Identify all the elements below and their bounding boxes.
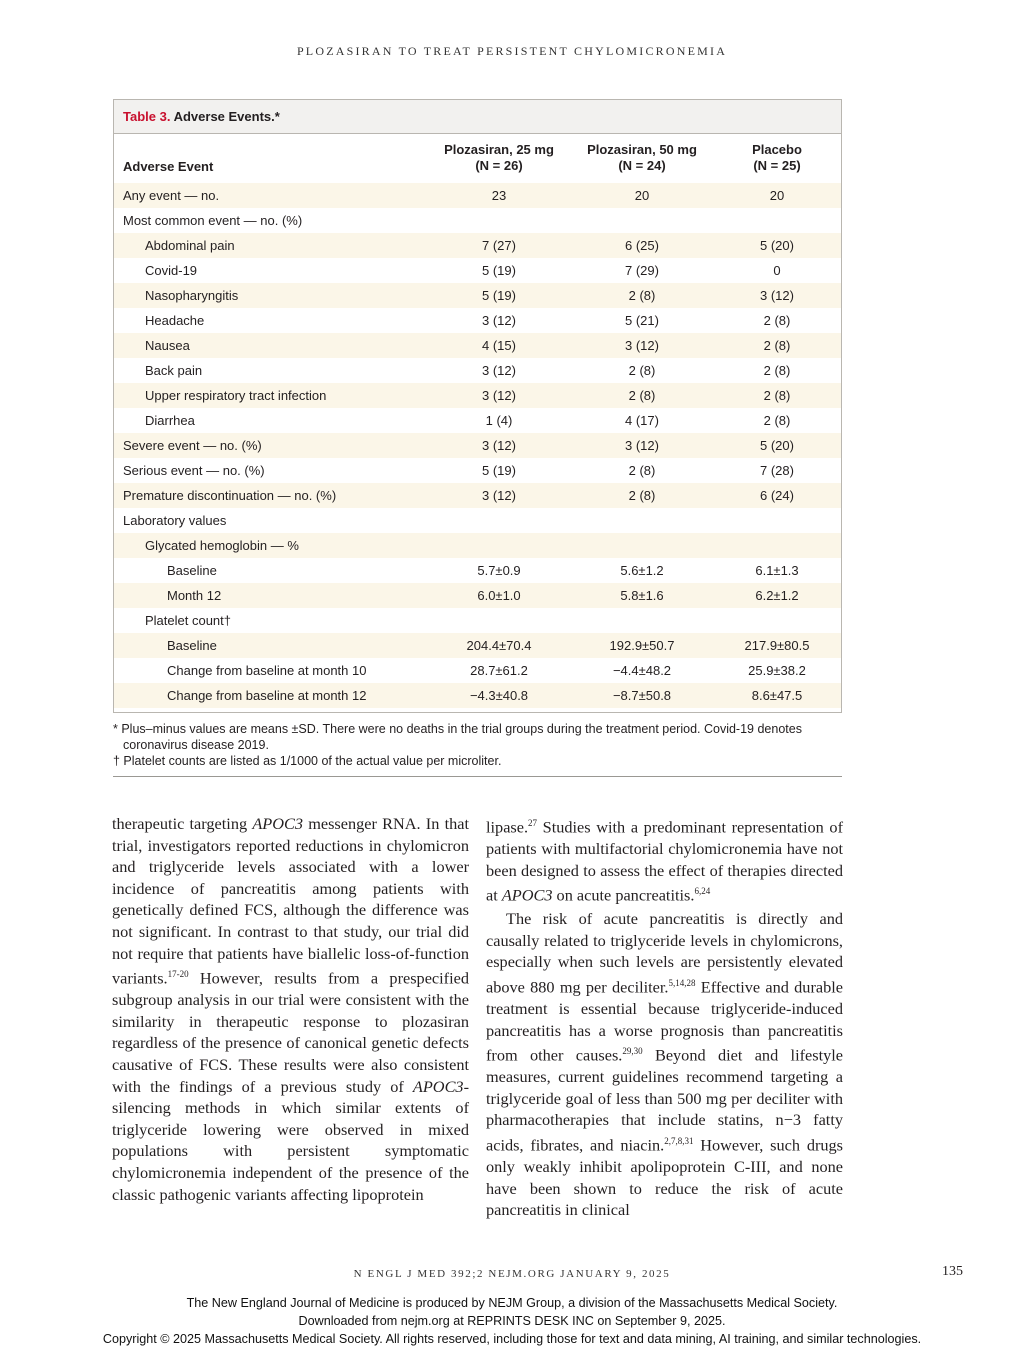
table-body [114,183,841,708]
table-header [114,134,841,183]
table-row [114,658,841,683]
body-column-left [112,813,469,1205]
table-row [114,333,841,358]
row-label: Abdominal pain [145,238,235,253]
cell-plozasiran-50: 4 (17) [625,413,659,428]
row-label: Glycated hemoglobin — % [145,538,299,553]
body-column-right [486,813,843,1221]
cell-plozasiran-50: 2 (8) [628,363,656,378]
journal-folio: N ENGL J MED 392;2 NEJM.ORG JANUARY 9, 2025 [353,1268,671,1280]
adverse-events-table [113,99,842,713]
header-col2-name: Plozasiran, 50 mg [587,142,697,157]
table-row [114,358,841,383]
table-row [114,433,841,458]
cell-placebo: 20 [769,188,785,203]
cell-plozasiran-25: −4.3±40.8 [469,688,529,703]
gene-name: APOC3 [252,814,303,833]
table-row [114,633,841,658]
table-row [114,583,841,608]
footnote-asterisk: * Plus–minus values are means ±SD. There were no deaths in the trial groups during the treatment period. Covid-19 denotes coronavirus disease 2019. [113,722,802,752]
row-label: Premature discontinuation — no. (%) [123,488,337,503]
table-footnotes [113,721,842,769]
row-label: Serious event — no. (%) [123,463,265,478]
legal-notice-producer: The New England Journal of Medicine is produced by NEJM Group, a division of the Massachusetts Medical Society. [186,1296,838,1310]
text-run: therapeutic targeting [112,814,253,833]
cell-plozasiran-25: 5 (19) [482,288,516,303]
row-label: Change from baseline at month 10 [167,663,367,678]
row-label: Change from baseline at month 12 [167,688,367,703]
cell-placebo: 5 (20) [760,238,794,253]
text-run: lipase. [486,817,529,837]
table-row [114,308,841,333]
row-label: Covid-19 [145,263,198,278]
text-run: -silencing methods in which similar extents of triglyceride lowering were observed in mixed populations with persistent symptomatic chylomicronemia independent of the presence of the classic pathogenic variants affecting lipoprotein [112,1076,469,1204]
row-label: Nasopharyngitis [145,288,239,303]
cell-plozasiran-50: 7 (29) [625,263,659,278]
row-label: Nausea [145,338,190,353]
cell-plozasiran-25: 1 (4) [485,413,513,428]
table-row [114,483,841,508]
table-row [114,183,841,208]
cell-plozasiran-25: 5 (19) [482,463,516,478]
cell-placebo: 6.2±1.2 [755,588,799,603]
cell-plozasiran-50: 5.8±1.6 [620,588,664,603]
header-col2-n: (N = 24) [618,158,666,173]
text-run: Studies with a predominant representation of patients with multifactorial chylomicronemia have not been designed to assess the effect of therapies directed at [486,817,843,905]
citation: 5,14,28 [668,978,696,988]
table-row [114,233,841,258]
cell-placebo: 8.6±47.5 [751,688,803,703]
citation: 27 [528,818,538,828]
text-run: on acute pancreatitis. [552,885,695,905]
footnote-dagger: † Platelet counts are listed as 1/1000 of the actual value per microliter. [113,754,502,768]
table-row [114,408,841,433]
header-placebo [702,142,852,174]
row-label: Platelet count† [145,613,232,628]
legal-notice-download: Downloaded from nejm.org at REPRINTS DESK INC on September 9, 2025. [298,1314,726,1328]
cell-plozasiran-25: 6.0±1.0 [477,588,521,603]
cell-plozasiran-25: 4 (15) [482,338,516,353]
cell-plozasiran-50: 2 (8) [628,488,656,503]
footnote-divider [113,776,842,777]
text-run: However, results from a prespecified subgroup analysis in our trial were consistent with the similarity in therapeutic response to plozasiran regardless of the presence of canonical genetic defects causative of FCS. These results were also consistent with the findings of a previous study of [112,968,469,1096]
cell-plozasiran-25: 28.7±61.2 [470,663,528,678]
running-head: PLOZASIRAN TO TREAT PERSISTENT CHYLOMICRONEMIA [296,44,728,58]
cell-plozasiran-50: 2 (8) [628,388,656,403]
header-plozasiran-25 [424,142,574,174]
table-row [114,283,841,308]
table-row [114,258,841,283]
cell-plozasiran-50: 3 (12) [625,338,659,353]
cell-plozasiran-25: 5 (19) [482,263,516,278]
cell-plozasiran-25: 3 (12) [482,388,516,403]
paragraph [486,908,843,1221]
cell-placebo: 6 (24) [760,488,794,503]
row-label: Severe event — no. (%) [123,438,262,453]
cell-plozasiran-50: −4.4±48.2 [612,663,672,678]
cell-placebo: 7 (28) [760,463,794,478]
header-col3-name: Placebo [752,142,802,157]
cell-plozasiran-50: 5 (21) [625,313,659,328]
header-plozasiran-50 [567,142,717,174]
table-row [114,533,841,558]
header-col3-n: (N = 25) [753,158,801,173]
table-row [114,683,841,708]
table-caption: Adverse Events.* [173,109,280,124]
table-row [114,508,841,533]
page-number: 135 [942,1264,963,1279]
gene-name: APOC3 [501,885,553,905]
gene-name: APOC3 [412,1076,464,1096]
cell-plozasiran-25: 23 [491,188,507,203]
cell-plozasiran-50: 192.9±50.7 [609,638,675,653]
cell-placebo: 3 (12) [760,288,794,303]
text-run: messenger RNA. In that trial, investigators reported reductions in chylomicron and triglyceride levels associated with a lower incidence of pancreatitis among patients with genetically defined FCS, although the difference was not significant. In contrast to that study, our trial did not require that patients have biallelic loss-of-function variants. [112,814,469,988]
table-row [114,608,841,633]
cell-placebo: 2 (8) [763,363,791,378]
cell-placebo: 2 (8) [763,388,791,403]
row-label: Diarrhea [145,413,195,428]
paragraph [486,813,843,906]
citation: 2,7,8,31 [664,1136,694,1146]
header-adverse-event: Adverse Event [123,159,214,174]
cell-plozasiran-25: 3 (12) [482,363,516,378]
cell-placebo: 217.9±80.5 [744,638,810,653]
cell-plozasiran-50: 20 [634,188,650,203]
row-label: Upper respiratory tract infection [145,388,327,403]
header-col1-n: (N = 26) [475,158,523,173]
cell-plozasiran-50: 2 (8) [628,463,656,478]
cell-plozasiran-50: 3 (12) [625,438,659,453]
text-run: The risk of acute pancreatitis is directly and causally related to triglyceride levels in chylomicrons, especially when such levels are persistently elevated above 880 mg per deciliter. [486,909,843,997]
row-label: Baseline [167,563,217,578]
cell-plozasiran-25: 3 (12) [482,488,516,503]
row-label: Headache [145,313,205,328]
table-row [114,558,841,583]
cell-plozasiran-50: 2 (8) [628,288,656,303]
text-run: Effective and durable treatment is essential because triglyceride-induced pancreatitis has a worse prognosis than pancreatitis from other causes. [486,977,843,1065]
cell-plozasiran-25: 3 (12) [482,313,516,328]
row-label: Most common event — no. (%) [123,213,303,228]
cell-plozasiran-50: −8.7±50.8 [612,688,672,703]
table-row [114,383,841,408]
table-row [114,208,841,233]
cell-placebo: 2 (8) [763,313,791,328]
cell-plozasiran-25: 5.7±0.9 [477,563,521,578]
table-title [114,100,841,134]
cell-placebo: 6.1±1.3 [755,563,799,578]
cell-placebo: 2 (8) [763,338,791,353]
cell-placebo: 2 (8) [763,413,791,428]
citation: 29,30 [622,1046,643,1057]
row-label: Any event — no. [123,188,220,203]
header-col1-name: Plozasiran, 25 mg [444,142,554,157]
cell-placebo: 0 [773,263,781,278]
citation: 17-20 [167,969,189,980]
text-run: However, such drugs only weakly inhibit apolipoprotein C-III, and none have been shown to reduce the risk of acute pancreatitis in clinical [486,1135,843,1220]
legal-notice-copyright: Copyright © 2025 Massachusetts Medical Society. All rights reserved, including those for text and data mining, AI training, and similar technologies. [102,1332,922,1346]
cell-plozasiran-25: 204.4±70.4 [466,638,532,653]
cell-plozasiran-25: 3 (12) [482,438,516,453]
table-row [114,458,841,483]
cell-plozasiran-25: 7 (27) [482,238,516,253]
table-number: Table 3. [123,109,171,124]
citation: 6,24 [694,886,711,897]
paragraph [112,813,469,1205]
row-label: Laboratory values [123,513,227,528]
row-label: Back pain [145,363,203,378]
cell-placebo: 5 (20) [760,438,794,453]
row-label: Month 12 [167,588,222,603]
row-label: Baseline [167,638,217,653]
cell-placebo: 25.9±38.2 [748,663,806,678]
text-run: Beyond diet and lifestyle measures, current guidelines recommend targeting a triglyceride goal of less than 500 mg per deciliter with pharmacotherapies that include statins, n−3 fatty acids, fibrates, and niacin. [486,1045,843,1155]
cell-plozasiran-50: 6 (25) [625,238,659,253]
cell-plozasiran-50: 5.6±1.2 [620,563,664,578]
